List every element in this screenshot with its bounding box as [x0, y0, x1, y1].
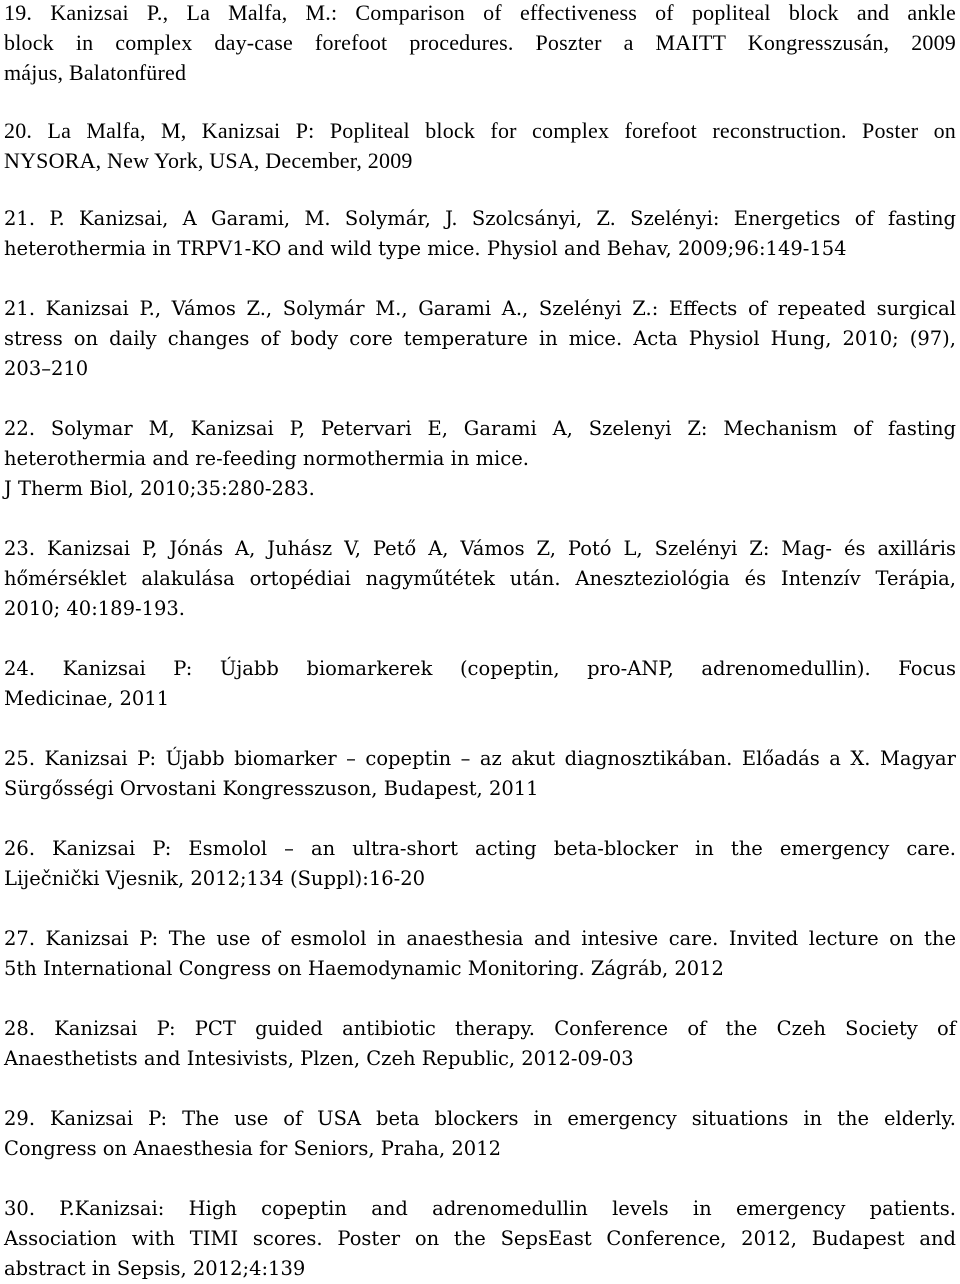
reference-line: block in complex day-case forefoot procedures. Poszter a MAITT Kongresszusán, 2009 [4, 30, 956, 55]
reference-line: Liječnički Vjesnik, 2012;134 (Suppl):16-20 [4, 867, 426, 890]
reference-line: NYSORA, New York, USA, December, 2009 [4, 148, 413, 173]
reference-line: május, Balatonfüred [4, 60, 187, 85]
reference-line: 203–210 [4, 357, 89, 380]
reference-20 [4, 116, 956, 176]
reference-21a [4, 204, 956, 264]
reference-line: 26. Kanizsai P: Esmolol – an ultra-short acting beta-blocker in the emergency care. [4, 837, 956, 860]
reference-line: Anaesthetists and Intesivists, Plzen, Czeh Republic, 2012-09-03 [4, 1047, 634, 1070]
reference-line: abstract in Sepsis, 2012;4:139 [4, 1257, 306, 1280]
reference-line: heterothermia in TRPV1-KO and wild type mice. Physiol and Behav, 2009;96:149-154 [4, 237, 847, 260]
reference-line: 27. Kanizsai P: The use of esmolol in anaesthesia and intesive care. Invited lecture on the [4, 927, 956, 950]
reference-line: Medicinae, 2011 [4, 687, 170, 710]
reference-line: 22. Solymar M, Kanizsai P, Petervari E, Garami A, Szelenyi Z: Mechanism of fasting [4, 417, 956, 440]
reference-28 [4, 1014, 956, 1074]
reference-line: 25. Kanizsai P: Újabb biomarker – copeptin – az akut diagnosztikában. Előadás a X. Magyar [4, 747, 956, 770]
reference-26 [4, 834, 956, 894]
reference-line: 21. P. Kanizsai, A Garami, M. Solymár, J. Szolcsányi, Z. Szelényi: Energetics of fasting [4, 207, 956, 230]
reference-30 [4, 1194, 956, 1284]
reference-25 [4, 744, 956, 804]
reference-line: 30. P.Kanizsai: High copeptin and adrenomedullin levels in emergency patients. [4, 1197, 956, 1220]
reference-27 [4, 924, 956, 984]
reference-line: Congress on Anaesthesia for Seniors, Praha, 2012 [4, 1137, 502, 1160]
reference-line: hőmérséklet alakulása ortopédiai nagyműtétek után. Aneszteziológia és Intenzív Terápia, [4, 567, 956, 590]
reference-19 [4, 0, 956, 88]
reference-24 [4, 654, 956, 714]
reference-line: Association with TIMI scores. Poster on the SepsEast Conference, 2012, Budapest and [4, 1227, 956, 1250]
reference-line: 21. Kanizsai P., Vámos Z., Solymár M., Garami A., Szelényi Z.: Effects of repeated surgical [4, 297, 956, 320]
reference-line: 5th International Congress on Haemodynamic Monitoring. Zágráb, 2012 [4, 957, 724, 980]
reference-line: J Therm Biol, 2010;35:280-283. [4, 477, 315, 500]
reference-line: Sürgősségi Orvostani Kongresszuson, Budapest, 2011 [4, 777, 539, 800]
reference-22 [4, 414, 956, 504]
reference-line: 28. Kanizsai P: PCT guided antibiotic therapy. Conference of the Czeh Society of [4, 1017, 956, 1040]
reference-line: 29. Kanizsai P: The use of USA beta blockers in emergency situations in the elderly. [4, 1107, 956, 1130]
reference-23 [4, 534, 956, 624]
reference-line: 2010; 40:189-193. [4, 597, 186, 620]
reference-line: heterothermia and re-feeding normothermia in mice. [4, 447, 529, 470]
reference-line: 24. Kanizsai P: Újabb biomarkerek (copeptin, pro-ANP, adrenomedullin). Focus [4, 657, 956, 680]
reference-line: 23. Kanizsai P, Jónás A, Juhász V, Pető A, Vámos Z, Potó L, Szelényi Z: Mag- és axilláris [4, 537, 956, 560]
reference-line: 19. Kanizsai P., La Malfa, M.: Comparison of effectiveness of popliteal block and ankle [4, 0, 956, 25]
reference-line: stress on daily changes of body core temperature in mice. Acta Physiol Hung, 2010; (97), [4, 327, 956, 350]
reference-29 [4, 1104, 956, 1164]
reference-21b [4, 294, 956, 384]
reference-line: 20. La Malfa, M, Kanizsai P: Popliteal block for complex forefoot reconstruction. Poster on [4, 118, 956, 143]
